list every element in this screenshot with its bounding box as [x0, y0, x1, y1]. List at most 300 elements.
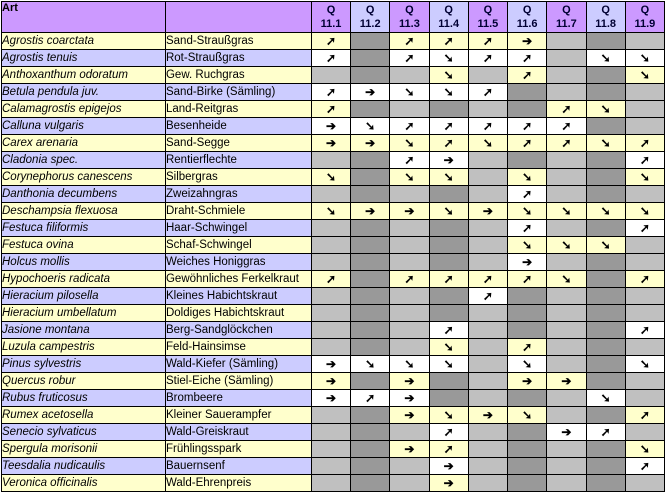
- header-german-name: [165, 2, 311, 33]
- trend-arrow-cell: ➚: [468, 118, 507, 135]
- table-row: [2, 339, 665, 356]
- empty-cell: [508, 305, 547, 322]
- trend-arrow-cell: ➘: [625, 67, 664, 84]
- empty-cell: [311, 152, 350, 169]
- species-scientific-name: Festuca filiformis: [2, 220, 166, 237]
- table-row: [2, 475, 665, 492]
- species-german-name: Wald-Ehrenpreis: [165, 475, 311, 492]
- trend-arrow-cell: ➚: [429, 322, 468, 339]
- trend-arrow-cell: ➘: [429, 84, 468, 101]
- species-german-name: Sand-Segge: [165, 135, 311, 152]
- species-german-name: Kleines Habichtskraut: [165, 288, 311, 305]
- trend-arrow-cell: ➘: [311, 203, 350, 220]
- empty-cell: [351, 220, 390, 237]
- species-scientific-name: Calamagrostis epigejos: [2, 101, 166, 118]
- empty-cell: [586, 373, 625, 390]
- empty-cell: [429, 373, 468, 390]
- trend-arrow-cell: ➚: [429, 118, 468, 135]
- empty-cell: [586, 118, 625, 135]
- trend-arrow-cell: ➘: [351, 356, 390, 373]
- empty-cell: [586, 33, 625, 50]
- trend-arrow-cell: ➔: [508, 33, 547, 50]
- trend-arrow-cell: ➚: [390, 271, 429, 288]
- species-german-name: Sand-Straußgras: [165, 33, 311, 50]
- empty-cell: [390, 254, 429, 271]
- species-german-name: Berg-Sandglöckchen: [165, 322, 311, 339]
- trend-arrow-cell: ➘: [429, 67, 468, 84]
- empty-cell: [311, 339, 350, 356]
- table-row: [2, 305, 665, 322]
- empty-cell: [547, 390, 586, 407]
- empty-cell: [390, 322, 429, 339]
- empty-cell: [625, 373, 664, 390]
- empty-cell: [468, 475, 507, 492]
- header-quadrat-4: [468, 2, 507, 33]
- species-scientific-name: Senecio sylvaticus: [2, 424, 166, 441]
- trend-arrow-cell: ➚: [508, 67, 547, 84]
- header-quadrat-1: [351, 2, 390, 33]
- trend-arrow-cell: ➘: [625, 356, 664, 373]
- empty-cell: [625, 475, 664, 492]
- table-row: [2, 50, 665, 67]
- trend-arrow-cell: ➚: [311, 84, 350, 101]
- trend-arrow-cell: ➚: [625, 322, 664, 339]
- empty-cell: [586, 441, 625, 458]
- trend-arrow-cell: ➚: [508, 50, 547, 67]
- empty-cell: [547, 169, 586, 186]
- trend-arrow-cell: ➚: [625, 407, 664, 424]
- empty-cell: [547, 67, 586, 84]
- species-scientific-name: Veronica officinalis: [2, 475, 166, 492]
- trend-arrow-cell: ➘: [586, 203, 625, 220]
- header-row: [2, 2, 665, 33]
- empty-cell: [547, 288, 586, 305]
- empty-cell: [390, 220, 429, 237]
- empty-cell: [351, 475, 390, 492]
- header-quadrat-8: [625, 2, 664, 33]
- trend-arrow-cell: ➘: [390, 135, 429, 152]
- table-row: [2, 373, 665, 390]
- trend-arrow-cell: ➚: [390, 50, 429, 67]
- trend-arrow-cell: ➔: [311, 118, 350, 135]
- empty-cell: [625, 254, 664, 271]
- trend-arrow-cell: ➔: [429, 458, 468, 475]
- species-german-name: Gew. Ruchgras: [165, 67, 311, 84]
- trend-arrow-cell: ➘: [390, 169, 429, 186]
- header-art: Art: [2, 2, 166, 33]
- header-quadrat-2: [390, 2, 429, 33]
- trend-arrow-cell: ➘: [586, 390, 625, 407]
- empty-cell: [547, 254, 586, 271]
- trend-arrow-cell: ➚: [508, 118, 547, 135]
- species-german-name: Zweizahngras: [165, 186, 311, 203]
- species-trend-table: [1, 1, 665, 492]
- species-scientific-name: Agrostis tenuis: [2, 50, 166, 67]
- trend-arrow-cell: ➚: [311, 33, 350, 50]
- empty-cell: [468, 305, 507, 322]
- empty-cell: [351, 237, 390, 254]
- empty-cell: [468, 186, 507, 203]
- empty-cell: [468, 169, 507, 186]
- trend-arrow-cell: ➔: [351, 84, 390, 101]
- table-row: [2, 407, 665, 424]
- header-q-label: Q: [405, 4, 414, 16]
- trend-arrow-cell: ➚: [311, 101, 350, 118]
- trend-arrow-cell: ➔: [311, 373, 350, 390]
- empty-cell: [311, 186, 350, 203]
- trend-arrow-cell: ➚: [390, 152, 429, 169]
- empty-cell: [586, 322, 625, 339]
- table-row: [2, 203, 665, 220]
- empty-cell: [351, 441, 390, 458]
- species-scientific-name: Luzula campestris: [2, 339, 166, 356]
- species-german-name: Schaf-Schwingel: [165, 237, 311, 254]
- header-q-number: 11.3: [399, 18, 420, 30]
- table-row: [2, 441, 665, 458]
- trend-arrow-cell: ➚: [586, 424, 625, 441]
- trend-arrow-cell: ➘: [390, 356, 429, 373]
- empty-cell: [586, 271, 625, 288]
- species-german-name: Rentierflechte: [165, 152, 311, 169]
- empty-cell: [586, 152, 625, 169]
- header-quadrat-0: [311, 2, 350, 33]
- species-german-name: Doldiges Habichtskraut: [165, 305, 311, 322]
- trend-arrow-cell: ➚: [625, 271, 664, 288]
- trend-arrow-cell: ➚: [429, 271, 468, 288]
- header-q-number: 11.6: [516, 18, 538, 30]
- empty-cell: [586, 169, 625, 186]
- trend-arrow-cell: ➔: [351, 135, 390, 152]
- empty-cell: [351, 101, 390, 118]
- empty-cell: [351, 254, 390, 271]
- empty-cell: [311, 237, 350, 254]
- species-german-name: Stiel-Eiche (Sämling): [165, 373, 311, 390]
- empty-cell: [547, 322, 586, 339]
- species-scientific-name: Jasione montana: [2, 322, 166, 339]
- empty-cell: [547, 186, 586, 203]
- trend-arrow-cell: ➔: [390, 390, 429, 407]
- trend-arrow-cell: ➚: [468, 33, 507, 50]
- trend-arrow-cell: ➔: [508, 254, 547, 271]
- trend-arrow-cell: ➔: [547, 373, 586, 390]
- trend-arrow-cell: ➚: [311, 271, 350, 288]
- empty-cell: [586, 254, 625, 271]
- header-quadrat-5: [508, 2, 547, 33]
- empty-cell: [508, 288, 547, 305]
- trend-arrow-cell: ➘: [586, 101, 625, 118]
- empty-cell: [390, 305, 429, 322]
- empty-cell: [508, 458, 547, 475]
- trend-arrow-cell: ➘: [390, 84, 429, 101]
- header-q-label: Q: [365, 4, 375, 16]
- trend-arrow-cell: ➚: [625, 152, 664, 169]
- empty-cell: [351, 339, 390, 356]
- empty-cell: [625, 33, 664, 50]
- trend-arrow-cell: ➔: [390, 203, 429, 220]
- header-q-number: 11.8: [595, 18, 617, 30]
- table-row: [2, 33, 665, 50]
- empty-cell: [390, 186, 429, 203]
- empty-cell: [547, 407, 586, 424]
- empty-cell: [351, 288, 390, 305]
- trend-arrow-cell: ➔: [468, 407, 507, 424]
- header-q-label: Q: [601, 4, 610, 16]
- empty-cell: [508, 475, 547, 492]
- header-q-number: 11.7: [555, 18, 577, 30]
- empty-cell: [586, 84, 625, 101]
- species-german-name: Silbergras: [165, 169, 311, 186]
- empty-cell: [547, 220, 586, 237]
- table-row: [2, 458, 665, 475]
- empty-cell: [351, 67, 390, 84]
- species-german-name: Besenheide: [165, 118, 311, 135]
- trend-arrow-cell: ➔: [468, 203, 507, 220]
- trend-arrow-cell: ➘: [625, 441, 664, 458]
- trend-arrow-cell: ➚: [311, 50, 350, 67]
- empty-cell: [390, 288, 429, 305]
- species-scientific-name: Teesdalia nudicaulis: [2, 458, 166, 475]
- empty-cell: [351, 271, 390, 288]
- empty-cell: [468, 322, 507, 339]
- empty-cell: [586, 407, 625, 424]
- trend-arrow-cell: ➚: [351, 390, 390, 407]
- empty-cell: [468, 67, 507, 84]
- species-scientific-name: Festuca ovina: [2, 237, 166, 254]
- species-german-name: Rot-Straußgras: [165, 50, 311, 67]
- species-scientific-name: Calluna vulgaris: [2, 118, 166, 135]
- empty-cell: [508, 152, 547, 169]
- empty-cell: [625, 186, 664, 203]
- trend-arrow-cell: ➚: [547, 101, 586, 118]
- trend-arrow-cell: ➔: [390, 373, 429, 390]
- empty-cell: [468, 339, 507, 356]
- header-quadrat-3: [429, 2, 468, 33]
- empty-cell: [351, 305, 390, 322]
- empty-cell: [625, 101, 664, 118]
- empty-cell: [547, 152, 586, 169]
- empty-cell: [547, 475, 586, 492]
- trend-arrow-cell: ➘: [429, 203, 468, 220]
- species-scientific-name: Rubus fruticosus: [2, 390, 166, 407]
- trend-arrow-cell: ➚: [547, 118, 586, 135]
- empty-cell: [468, 152, 507, 169]
- empty-cell: [547, 50, 586, 67]
- empty-cell: [468, 441, 507, 458]
- species-german-name: Draht-Schmiele: [165, 203, 311, 220]
- trend-arrow-cell: ➔: [429, 152, 468, 169]
- trend-arrow-cell: ➘: [508, 203, 547, 220]
- table-row: [2, 101, 665, 118]
- table-body: [2, 33, 665, 492]
- trend-arrow-cell: ➘: [468, 135, 507, 152]
- trend-arrow-cell: ➘: [547, 237, 586, 254]
- species-scientific-name: Holcus mollis: [2, 254, 166, 271]
- trend-arrow-cell: ➘: [351, 118, 390, 135]
- table-row: [2, 152, 665, 169]
- trend-arrow-cell: ➚: [429, 441, 468, 458]
- species-scientific-name: Carex arenaria: [2, 135, 166, 152]
- trend-arrow-cell: ➘: [508, 237, 547, 254]
- trend-arrow-cell: ➚: [625, 220, 664, 237]
- trend-arrow-cell: ➘: [508, 356, 547, 373]
- empty-cell: [468, 254, 507, 271]
- empty-cell: [311, 407, 350, 424]
- header-q-number: 11.5: [477, 18, 499, 30]
- trend-arrow-cell: ➘: [429, 407, 468, 424]
- species-german-name: Bauernsenf: [165, 458, 311, 475]
- empty-cell: [311, 475, 350, 492]
- empty-cell: [508, 390, 547, 407]
- empty-cell: [429, 305, 468, 322]
- empty-cell: [508, 322, 547, 339]
- empty-cell: [625, 237, 664, 254]
- trend-arrow-cell: ➚: [429, 135, 468, 152]
- trend-arrow-cell: ➘: [429, 50, 468, 67]
- species-german-name: Land-Reitgras: [165, 101, 311, 118]
- empty-cell: [351, 373, 390, 390]
- empty-cell: [351, 152, 390, 169]
- trend-arrow-cell: ➘: [508, 407, 547, 424]
- empty-cell: [429, 220, 468, 237]
- trend-arrow-cell: ➔: [311, 356, 350, 373]
- trend-arrow-cell: ➔: [351, 203, 390, 220]
- empty-cell: [351, 424, 390, 441]
- empty-cell: [311, 67, 350, 84]
- table-row: [2, 169, 665, 186]
- empty-cell: [311, 424, 350, 441]
- table-row: [2, 118, 665, 135]
- empty-cell: [586, 288, 625, 305]
- species-scientific-name: Agrostis coarctata: [2, 33, 166, 50]
- empty-cell: [625, 390, 664, 407]
- empty-cell: [429, 101, 468, 118]
- empty-cell: [351, 169, 390, 186]
- empty-cell: [468, 424, 507, 441]
- empty-cell: [586, 475, 625, 492]
- empty-cell: [547, 339, 586, 356]
- species-scientific-name: Corynephorus canescens: [2, 169, 166, 186]
- empty-cell: [390, 475, 429, 492]
- trend-arrow-cell: ➘: [429, 169, 468, 186]
- species-scientific-name: Deschampsia flexuosa: [2, 203, 166, 220]
- empty-cell: [390, 237, 429, 254]
- trend-arrow-cell: ➚: [547, 135, 586, 152]
- empty-cell: [586, 356, 625, 373]
- trend-arrow-cell: ➘: [508, 169, 547, 186]
- species-scientific-name: Rumex acetosella: [2, 407, 166, 424]
- empty-cell: [468, 458, 507, 475]
- trend-arrow-cell: ➚: [429, 33, 468, 50]
- empty-cell: [390, 101, 429, 118]
- empty-cell: [586, 67, 625, 84]
- empty-cell: [351, 407, 390, 424]
- empty-cell: [468, 220, 507, 237]
- empty-cell: [625, 84, 664, 101]
- table-row: [2, 135, 665, 152]
- trend-arrow-cell: ➘: [586, 50, 625, 67]
- empty-cell: [390, 424, 429, 441]
- trend-arrow-cell: ➘: [625, 203, 664, 220]
- empty-cell: [429, 288, 468, 305]
- species-scientific-name: Pinus sylvestris: [2, 356, 166, 373]
- empty-cell: [547, 33, 586, 50]
- header-q-label: Q: [326, 4, 336, 16]
- table-row: [2, 390, 665, 407]
- empty-cell: [429, 390, 468, 407]
- empty-cell: [351, 186, 390, 203]
- empty-cell: [429, 237, 468, 254]
- species-scientific-name: Danthonia decumbens: [2, 186, 166, 203]
- empty-cell: [311, 288, 350, 305]
- species-german-name: Gewöhnliches Ferkelkraut: [165, 271, 311, 288]
- trend-arrow-cell: ➚: [429, 424, 468, 441]
- empty-cell: [351, 322, 390, 339]
- species-scientific-name: Betula pendula juv.: [2, 84, 166, 101]
- trend-arrow-cell: ➚: [468, 84, 507, 101]
- empty-cell: [508, 441, 547, 458]
- trend-arrow-cell: ➚: [390, 33, 429, 50]
- empty-cell: [468, 373, 507, 390]
- species-german-name: Brombeere: [165, 390, 311, 407]
- empty-cell: [351, 50, 390, 67]
- empty-cell: [508, 424, 547, 441]
- trend-arrow-cell: ➘: [625, 50, 664, 67]
- header-q-label: Q: [444, 4, 453, 16]
- empty-cell: [547, 84, 586, 101]
- header-q-label: Q: [640, 4, 650, 16]
- table-row: [2, 237, 665, 254]
- empty-cell: [429, 254, 468, 271]
- empty-cell: [390, 67, 429, 84]
- species-scientific-name: Spergula morisonii: [2, 441, 166, 458]
- table-row: [2, 186, 665, 203]
- table-row: [2, 220, 665, 237]
- empty-cell: [311, 305, 350, 322]
- empty-cell: [586, 305, 625, 322]
- trend-arrow-cell: ➘: [625, 169, 664, 186]
- species-scientific-name: Hypochoeris radicata: [2, 271, 166, 288]
- empty-cell: [311, 220, 350, 237]
- trend-arrow-cell: ➔: [429, 475, 468, 492]
- empty-cell: [547, 458, 586, 475]
- empty-cell: [468, 356, 507, 373]
- empty-cell: [586, 186, 625, 203]
- table-row: [2, 84, 665, 101]
- trend-arrow-cell: ➘: [586, 135, 625, 152]
- empty-cell: [468, 101, 507, 118]
- empty-cell: [625, 339, 664, 356]
- trend-arrow-cell: ➚: [468, 50, 507, 67]
- trend-arrow-cell: ➔: [390, 441, 429, 458]
- trend-arrow-cell: ➔: [508, 373, 547, 390]
- empty-cell: [625, 424, 664, 441]
- header-q-number: 11.4: [438, 18, 460, 30]
- table-row: [2, 254, 665, 271]
- empty-cell: [311, 322, 350, 339]
- empty-cell: [547, 356, 586, 373]
- trend-arrow-cell: ➚: [390, 118, 429, 135]
- species-scientific-name: Quercus robur: [2, 373, 166, 390]
- empty-cell: [351, 33, 390, 50]
- trend-arrow-cell: ➘: [547, 203, 586, 220]
- empty-cell: [508, 101, 547, 118]
- table-row: [2, 322, 665, 339]
- table-row: [2, 424, 665, 441]
- trend-arrow-cell: ➚: [468, 288, 507, 305]
- empty-cell: [625, 288, 664, 305]
- header-q-label: Q: [522, 4, 532, 16]
- trend-arrow-cell: ➘: [429, 339, 468, 356]
